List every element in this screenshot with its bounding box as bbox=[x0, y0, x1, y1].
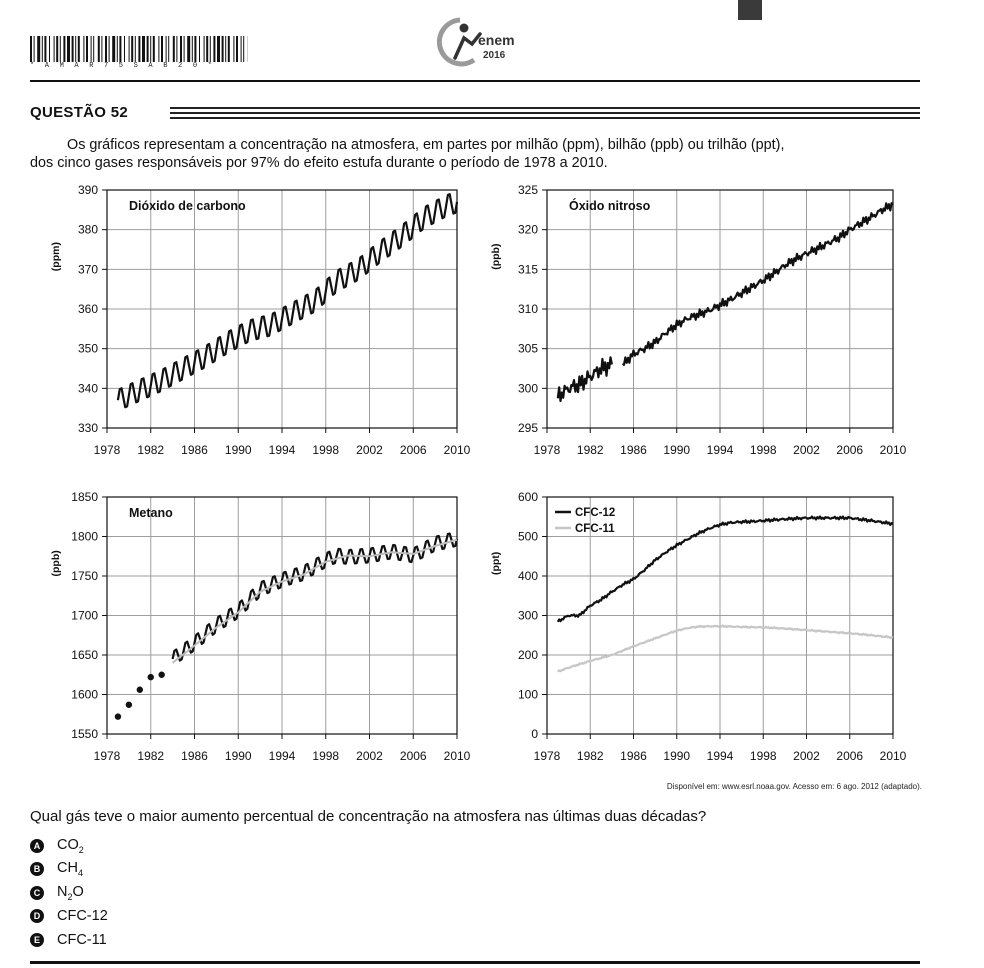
option-b[interactable] bbox=[30, 858, 108, 882]
y-tick-label: 320 bbox=[517, 222, 538, 237]
y-tick-label: 390 bbox=[77, 183, 98, 197]
x-tick-label: 1986 bbox=[620, 443, 647, 457]
y-tick-label: 305 bbox=[517, 341, 538, 356]
y-tick-label: 1800 bbox=[71, 529, 98, 544]
x-tick-label: 2006 bbox=[399, 749, 427, 763]
legend-label: CFC-12 bbox=[575, 507, 616, 519]
data-point bbox=[148, 674, 154, 680]
option-text: CFC-11 bbox=[57, 931, 107, 948]
x-tick-label: 1986 bbox=[620, 749, 647, 763]
y-tick-label: 310 bbox=[517, 302, 538, 316]
x-tick-label: 1994 bbox=[268, 443, 296, 457]
y-tick-label: 1700 bbox=[71, 608, 98, 623]
x-tick-label: 2010 bbox=[879, 443, 907, 457]
option-c[interactable] bbox=[30, 881, 108, 905]
x-tick-label: 1998 bbox=[312, 443, 340, 457]
series-line bbox=[558, 357, 612, 401]
x-tick-label: 1994 bbox=[268, 749, 296, 763]
series-line bbox=[173, 540, 457, 663]
x-tick-label: 1978 bbox=[533, 749, 561, 763]
option-a[interactable] bbox=[30, 834, 108, 858]
intro-line-1: Os gráficos representam a concentração na atmosfera, em partes por milhão (ppm), bilhão (ppb) ou trilhão (ppt), bbox=[67, 137, 785, 153]
x-tick-label: 2002 bbox=[356, 443, 383, 457]
logo-year: 2016 bbox=[483, 50, 506, 61]
x-tick-label: 2002 bbox=[793, 443, 820, 457]
y-tick-label: 1650 bbox=[71, 648, 98, 662]
option-letter: B bbox=[30, 862, 44, 876]
option-text: $N_2O$ bbox=[57, 883, 84, 902]
data-point bbox=[137, 687, 143, 693]
option-text: $CH_4$ bbox=[57, 860, 83, 879]
x-tick-label: 1982 bbox=[576, 749, 604, 763]
x-tick-label: 1990 bbox=[224, 749, 252, 763]
y-tick-label: 1550 bbox=[71, 727, 98, 741]
y-tick-label: 600 bbox=[517, 490, 538, 504]
y-tick-label: 330 bbox=[77, 421, 98, 435]
series-line bbox=[558, 626, 893, 672]
source-citation: Disponível em: www.esrl.noaa.gov. Acesso em: 6 ago. 2012 (adaptado). bbox=[666, 782, 922, 791]
option-letter: D bbox=[30, 909, 44, 923]
x-tick-label: 2006 bbox=[836, 749, 864, 763]
y-tick-label: 1600 bbox=[71, 687, 98, 702]
option-letter: E bbox=[30, 933, 44, 947]
y-axis-label: (ppt) bbox=[490, 551, 502, 576]
x-tick-label: 1990 bbox=[224, 443, 252, 457]
x-tick-label: 1982 bbox=[137, 749, 165, 763]
y-tick-label: 0 bbox=[531, 727, 538, 741]
chart-title: Dióxido de carbono bbox=[129, 199, 246, 213]
x-tick-label: 2010 bbox=[879, 749, 907, 763]
x-tick-label: 2010 bbox=[443, 443, 471, 457]
x-tick-label: 1986 bbox=[181, 443, 208, 457]
option-text: CFC-12 bbox=[57, 908, 108, 925]
x-tick-label: 1978 bbox=[533, 443, 561, 457]
y-tick-label: 1850 bbox=[71, 490, 98, 504]
y-tick-label: 380 bbox=[77, 222, 98, 237]
x-tick-label: 1994 bbox=[706, 443, 734, 457]
x-tick-label: 1998 bbox=[749, 749, 777, 763]
x-tick-label: 1986 bbox=[181, 749, 208, 763]
y-tick-label: 370 bbox=[77, 262, 98, 277]
x-tick-label: 1994 bbox=[706, 749, 734, 763]
x-tick-label: 2002 bbox=[793, 749, 820, 763]
y-tick-label: 360 bbox=[77, 302, 98, 316]
data-point bbox=[115, 713, 121, 719]
x-tick-label: 2010 bbox=[443, 749, 471, 763]
x-tick-label: 2002 bbox=[356, 749, 383, 763]
barcode-text: * A M A R 7 5 S A B 2 0 * bbox=[30, 62, 216, 70]
x-tick-label: 1990 bbox=[663, 749, 691, 763]
x-tick-label: 1998 bbox=[312, 749, 340, 763]
x-tick-label: 1978 bbox=[93, 443, 121, 457]
chart-title: Óxido nitroso bbox=[569, 199, 651, 213]
option-d[interactable] bbox=[30, 905, 108, 929]
x-tick-label: 1982 bbox=[137, 443, 165, 457]
y-tick-label: 325 bbox=[517, 183, 538, 197]
legend-label: CFC-11 bbox=[575, 523, 615, 535]
x-tick-label: 1978 bbox=[93, 749, 121, 763]
data-point bbox=[158, 672, 164, 678]
data-point bbox=[126, 702, 132, 708]
answer-options bbox=[30, 834, 108, 952]
question-title: QUESTÃO 52 bbox=[30, 104, 129, 121]
x-tick-label: 2006 bbox=[399, 443, 427, 457]
y-tick-label: 300 bbox=[517, 608, 538, 623]
y-tick-label: 200 bbox=[517, 648, 538, 662]
option-letter: C bbox=[30, 886, 44, 900]
y-tick-label: 300 bbox=[517, 381, 538, 396]
series-line bbox=[623, 203, 893, 365]
x-tick-label: 1990 bbox=[663, 443, 691, 457]
x-tick-label: 1982 bbox=[576, 443, 604, 457]
y-axis-label: (ppb) bbox=[490, 243, 502, 270]
intro-line-2: dos cinco gases responsáveis por 97% do efeito estufa durante o período de 1978 a 2010. bbox=[30, 155, 608, 171]
footer-divider bbox=[30, 961, 920, 964]
y-axis-label: (ppb) bbox=[50, 550, 62, 577]
question-prompt: Qual gás teve o maior aumento percentual de concentração na atmosfera nas últimas duas décadas? bbox=[30, 808, 707, 825]
chart-title: Metano bbox=[129, 506, 173, 520]
y-tick-label: 295 bbox=[517, 421, 538, 435]
option-text: $CO_2$ bbox=[57, 836, 84, 855]
y-tick-label: 350 bbox=[77, 341, 98, 356]
y-tick-label: 400 bbox=[517, 569, 538, 583]
y-tick-label: 100 bbox=[517, 687, 538, 702]
logo-word: enem bbox=[478, 32, 515, 48]
y-tick-label: 340 bbox=[77, 381, 98, 396]
y-axis-label: (ppm) bbox=[50, 242, 62, 272]
series-line bbox=[118, 194, 457, 407]
y-tick-label: 500 bbox=[517, 529, 538, 544]
y-tick-label: 1750 bbox=[71, 569, 98, 583]
x-tick-label: 2006 bbox=[836, 443, 864, 457]
option-letter: A bbox=[30, 839, 44, 853]
y-tick-label: 315 bbox=[517, 262, 538, 277]
x-tick-label: 1998 bbox=[749, 443, 777, 457]
option-e[interactable] bbox=[30, 928, 108, 952]
